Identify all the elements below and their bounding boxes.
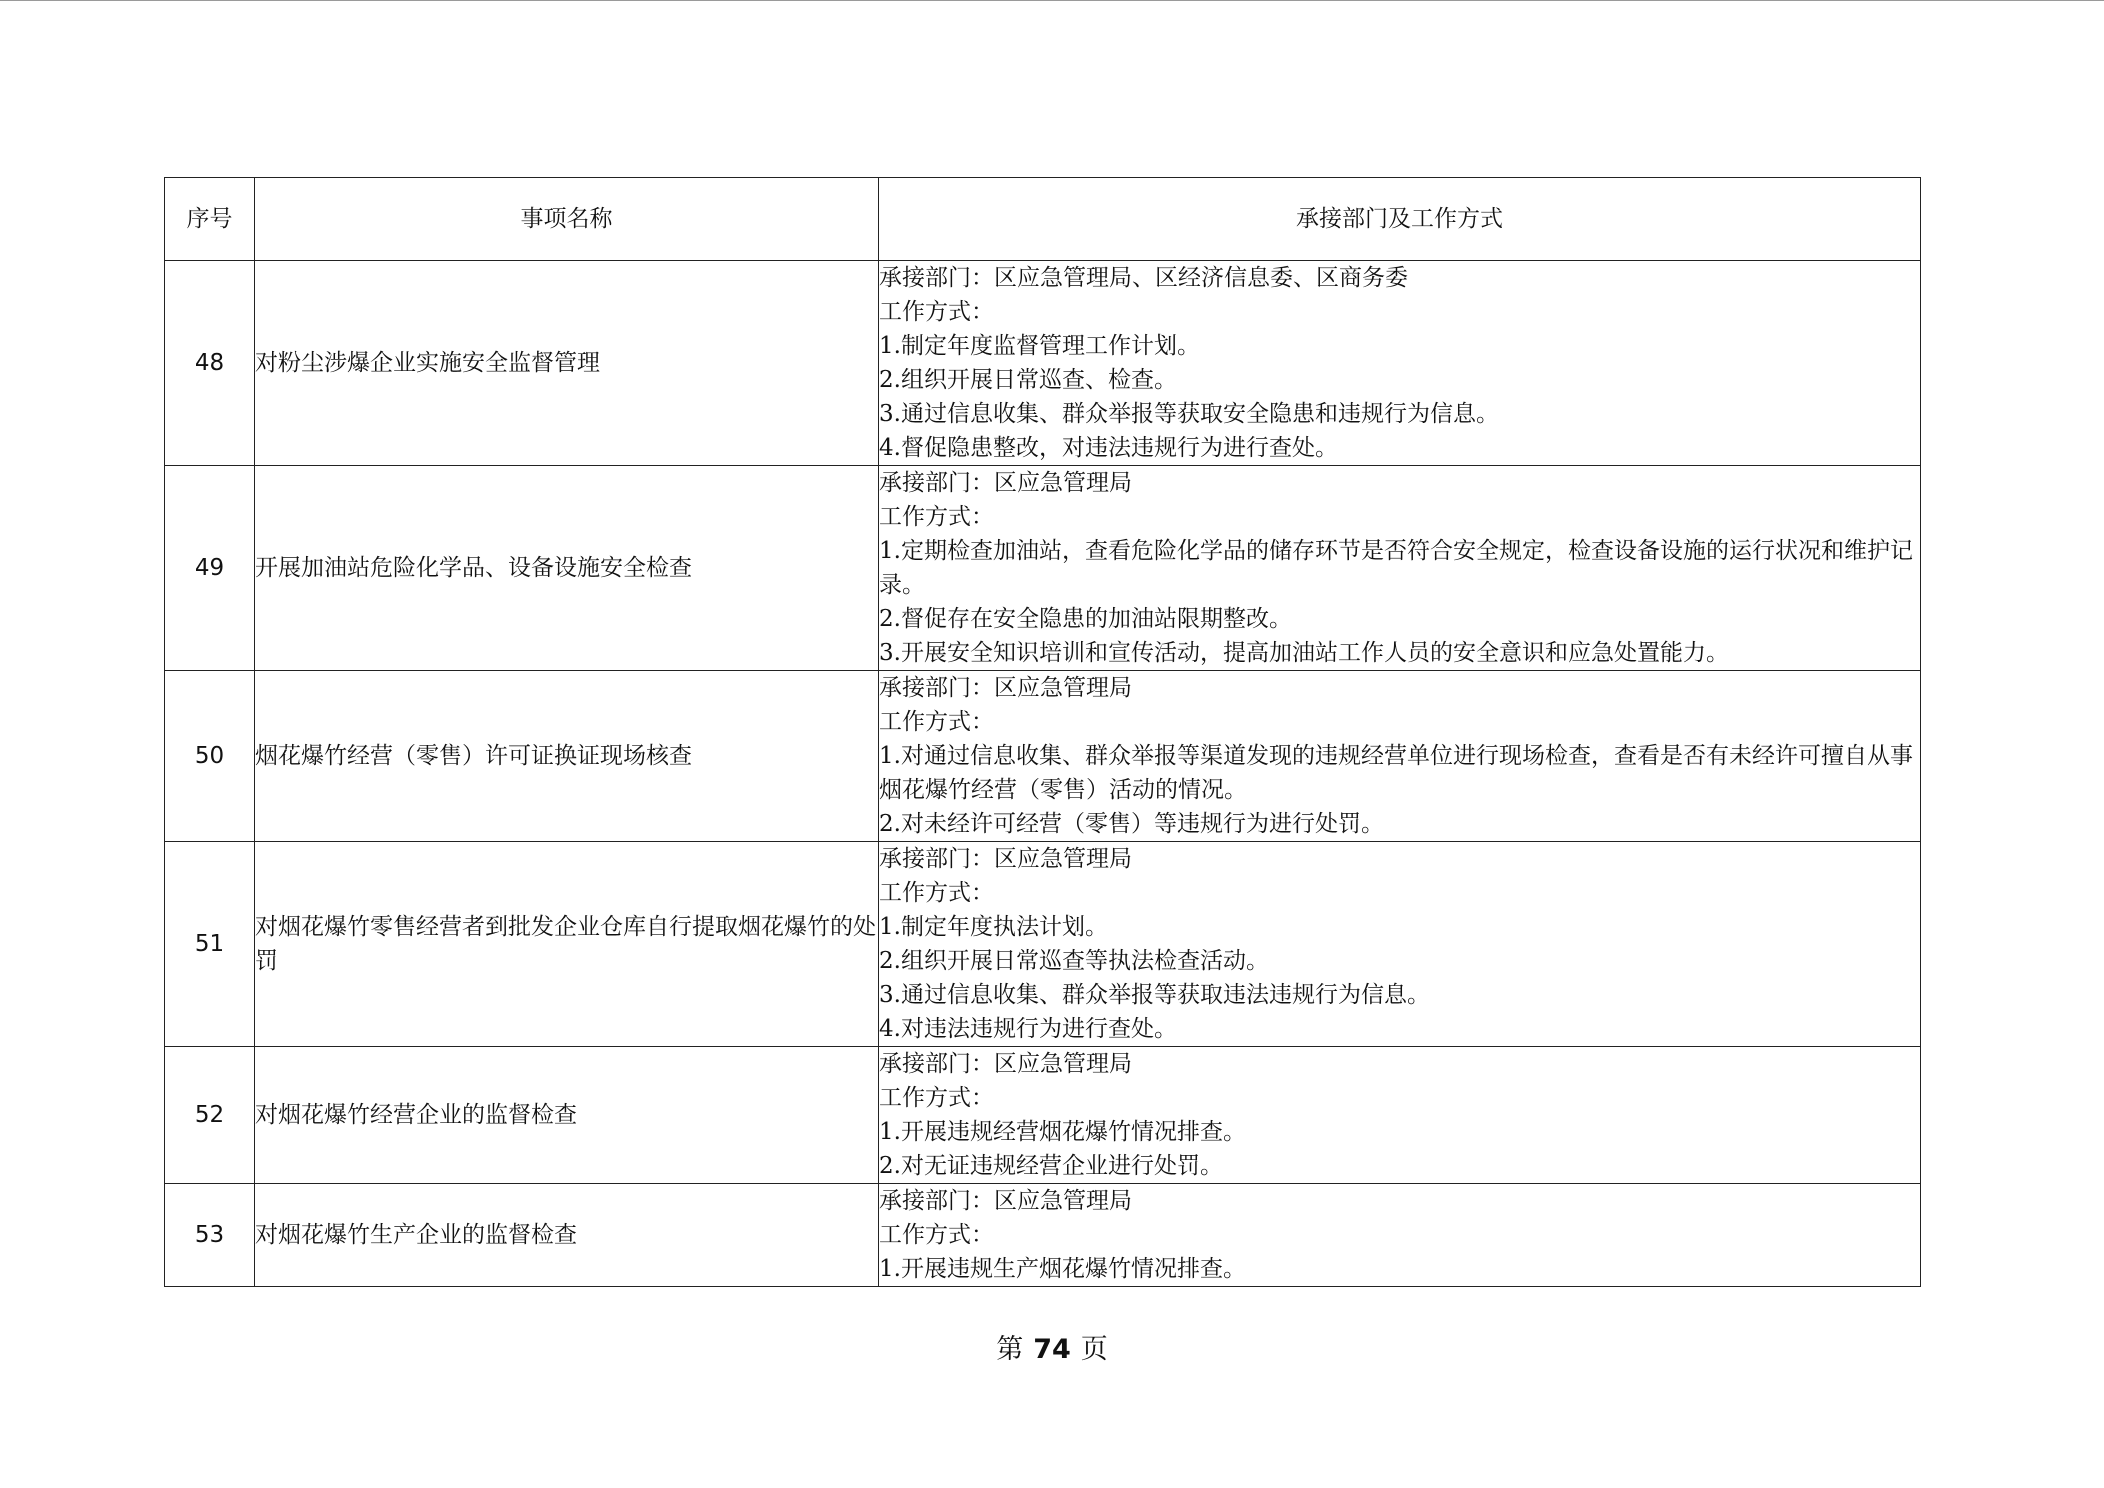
work-mode-label: 工作方式： — [879, 880, 994, 906]
work-step: 2.组织开展日常巡查、检查。 — [879, 367, 1177, 393]
row-number: 53 — [165, 1184, 255, 1287]
table-row — [165, 671, 1921, 842]
item-name: 对烟花爆竹经营企业的监督检查 — [255, 1047, 879, 1184]
item-description — [879, 466, 1921, 671]
work-step: 3.通过信息收集、群众举报等获取安全隐患和违规行为信息。 — [879, 401, 1499, 427]
page-top-rule — [0, 0, 2104, 1]
items-table — [164, 177, 1921, 1287]
work-step: 4.对违法违规行为进行查处。 — [879, 1016, 1177, 1042]
department-line: 承接部门：区应急管理局 — [879, 1188, 1132, 1214]
item-description — [879, 842, 1921, 1047]
work-step: 2.组织开展日常巡查等执法检查活动。 — [879, 948, 1269, 974]
header-number: 序号 — [165, 178, 255, 261]
page-number-suffix: 页 — [1080, 1334, 1108, 1365]
header-name: 事项名称 — [255, 178, 879, 261]
work-step: 2.对未经许可经营（零售）等违规行为进行处罚。 — [879, 811, 1384, 837]
row-number: 51 — [165, 842, 255, 1047]
work-step: 1.制定年度监督管理工作计划。 — [879, 333, 1200, 359]
item-name: 对烟花爆竹零售经营者到批发企业仓库自行提取烟花爆竹的处罚 — [255, 842, 879, 1047]
item-description — [879, 261, 1921, 466]
table-row — [165, 466, 1921, 671]
work-step: 1.制定年度执法计划。 — [879, 914, 1108, 940]
table-row — [165, 842, 1921, 1047]
item-name: 对烟花爆竹生产企业的监督检查 — [255, 1184, 879, 1287]
work-step: 4.督促隐患整改，对违法违规行为进行查处。 — [879, 435, 1338, 461]
header-description: 承接部门及工作方式 — [879, 178, 1921, 261]
work-step: 1.对通过信息收集、群众举报等渠道发现的违规经营单位进行现场检查，查看是否有未经许可擅自从事烟花爆竹经营（零售）活动的情况。 — [879, 743, 1913, 803]
table-body — [165, 261, 1921, 1287]
work-mode-label: 工作方式： — [879, 709, 994, 735]
page-number — [0, 1330, 2104, 1370]
work-step: 1.定期检查加油站，查看危险化学品的储存环节是否符合安全规定，检查设备设施的运行状况和维护记录。 — [879, 538, 1913, 598]
work-mode-label: 工作方式： — [879, 1222, 994, 1248]
work-step: 2.对无证违规经营企业进行处罚。 — [879, 1153, 1223, 1179]
work-step: 1.开展违规经营烟花爆竹情况排查。 — [879, 1119, 1246, 1145]
item-name: 对粉尘涉爆企业实施安全监督管理 — [255, 261, 879, 466]
row-number: 49 — [165, 466, 255, 671]
work-mode-label: 工作方式： — [879, 1085, 994, 1111]
table-row — [165, 261, 1921, 466]
department-line: 承接部门：区应急管理局 — [879, 1051, 1132, 1077]
work-mode-label: 工作方式： — [879, 299, 994, 325]
work-step: 2.督促存在安全隐患的加油站限期整改。 — [879, 606, 1292, 632]
header-row — [165, 178, 1921, 261]
department-line: 承接部门：区应急管理局、区经济信息委、区商务委 — [879, 265, 1408, 291]
table-header — [165, 178, 1921, 261]
row-number: 50 — [165, 671, 255, 842]
page-number-prefix: 第 — [996, 1334, 1024, 1365]
department-line: 承接部门：区应急管理局 — [879, 470, 1132, 496]
item-description — [879, 1047, 1921, 1184]
department-line: 承接部门：区应急管理局 — [879, 846, 1132, 872]
item-name: 开展加油站危险化学品、设备设施安全检查 — [255, 466, 879, 671]
item-description — [879, 1184, 1921, 1287]
work-step: 3.开展安全知识培训和宣传活动，提高加油站工作人员的安全意识和应急处置能力。 — [879, 640, 1729, 666]
page-number-value: 74 — [1033, 1334, 1071, 1365]
department-line: 承接部门：区应急管理局 — [879, 675, 1132, 701]
table-row — [165, 1047, 1921, 1184]
item-description — [879, 671, 1921, 842]
row-number: 48 — [165, 261, 255, 466]
work-mode-label: 工作方式： — [879, 504, 994, 530]
row-number: 52 — [165, 1047, 255, 1184]
item-name: 烟花爆竹经营（零售）许可证换证现场核查 — [255, 671, 879, 842]
work-step: 3.通过信息收集、群众举报等获取违法违规行为信息。 — [879, 982, 1430, 1008]
table-row — [165, 1184, 1921, 1287]
work-step: 1.开展违规生产烟花爆竹情况排查。 — [879, 1256, 1246, 1282]
